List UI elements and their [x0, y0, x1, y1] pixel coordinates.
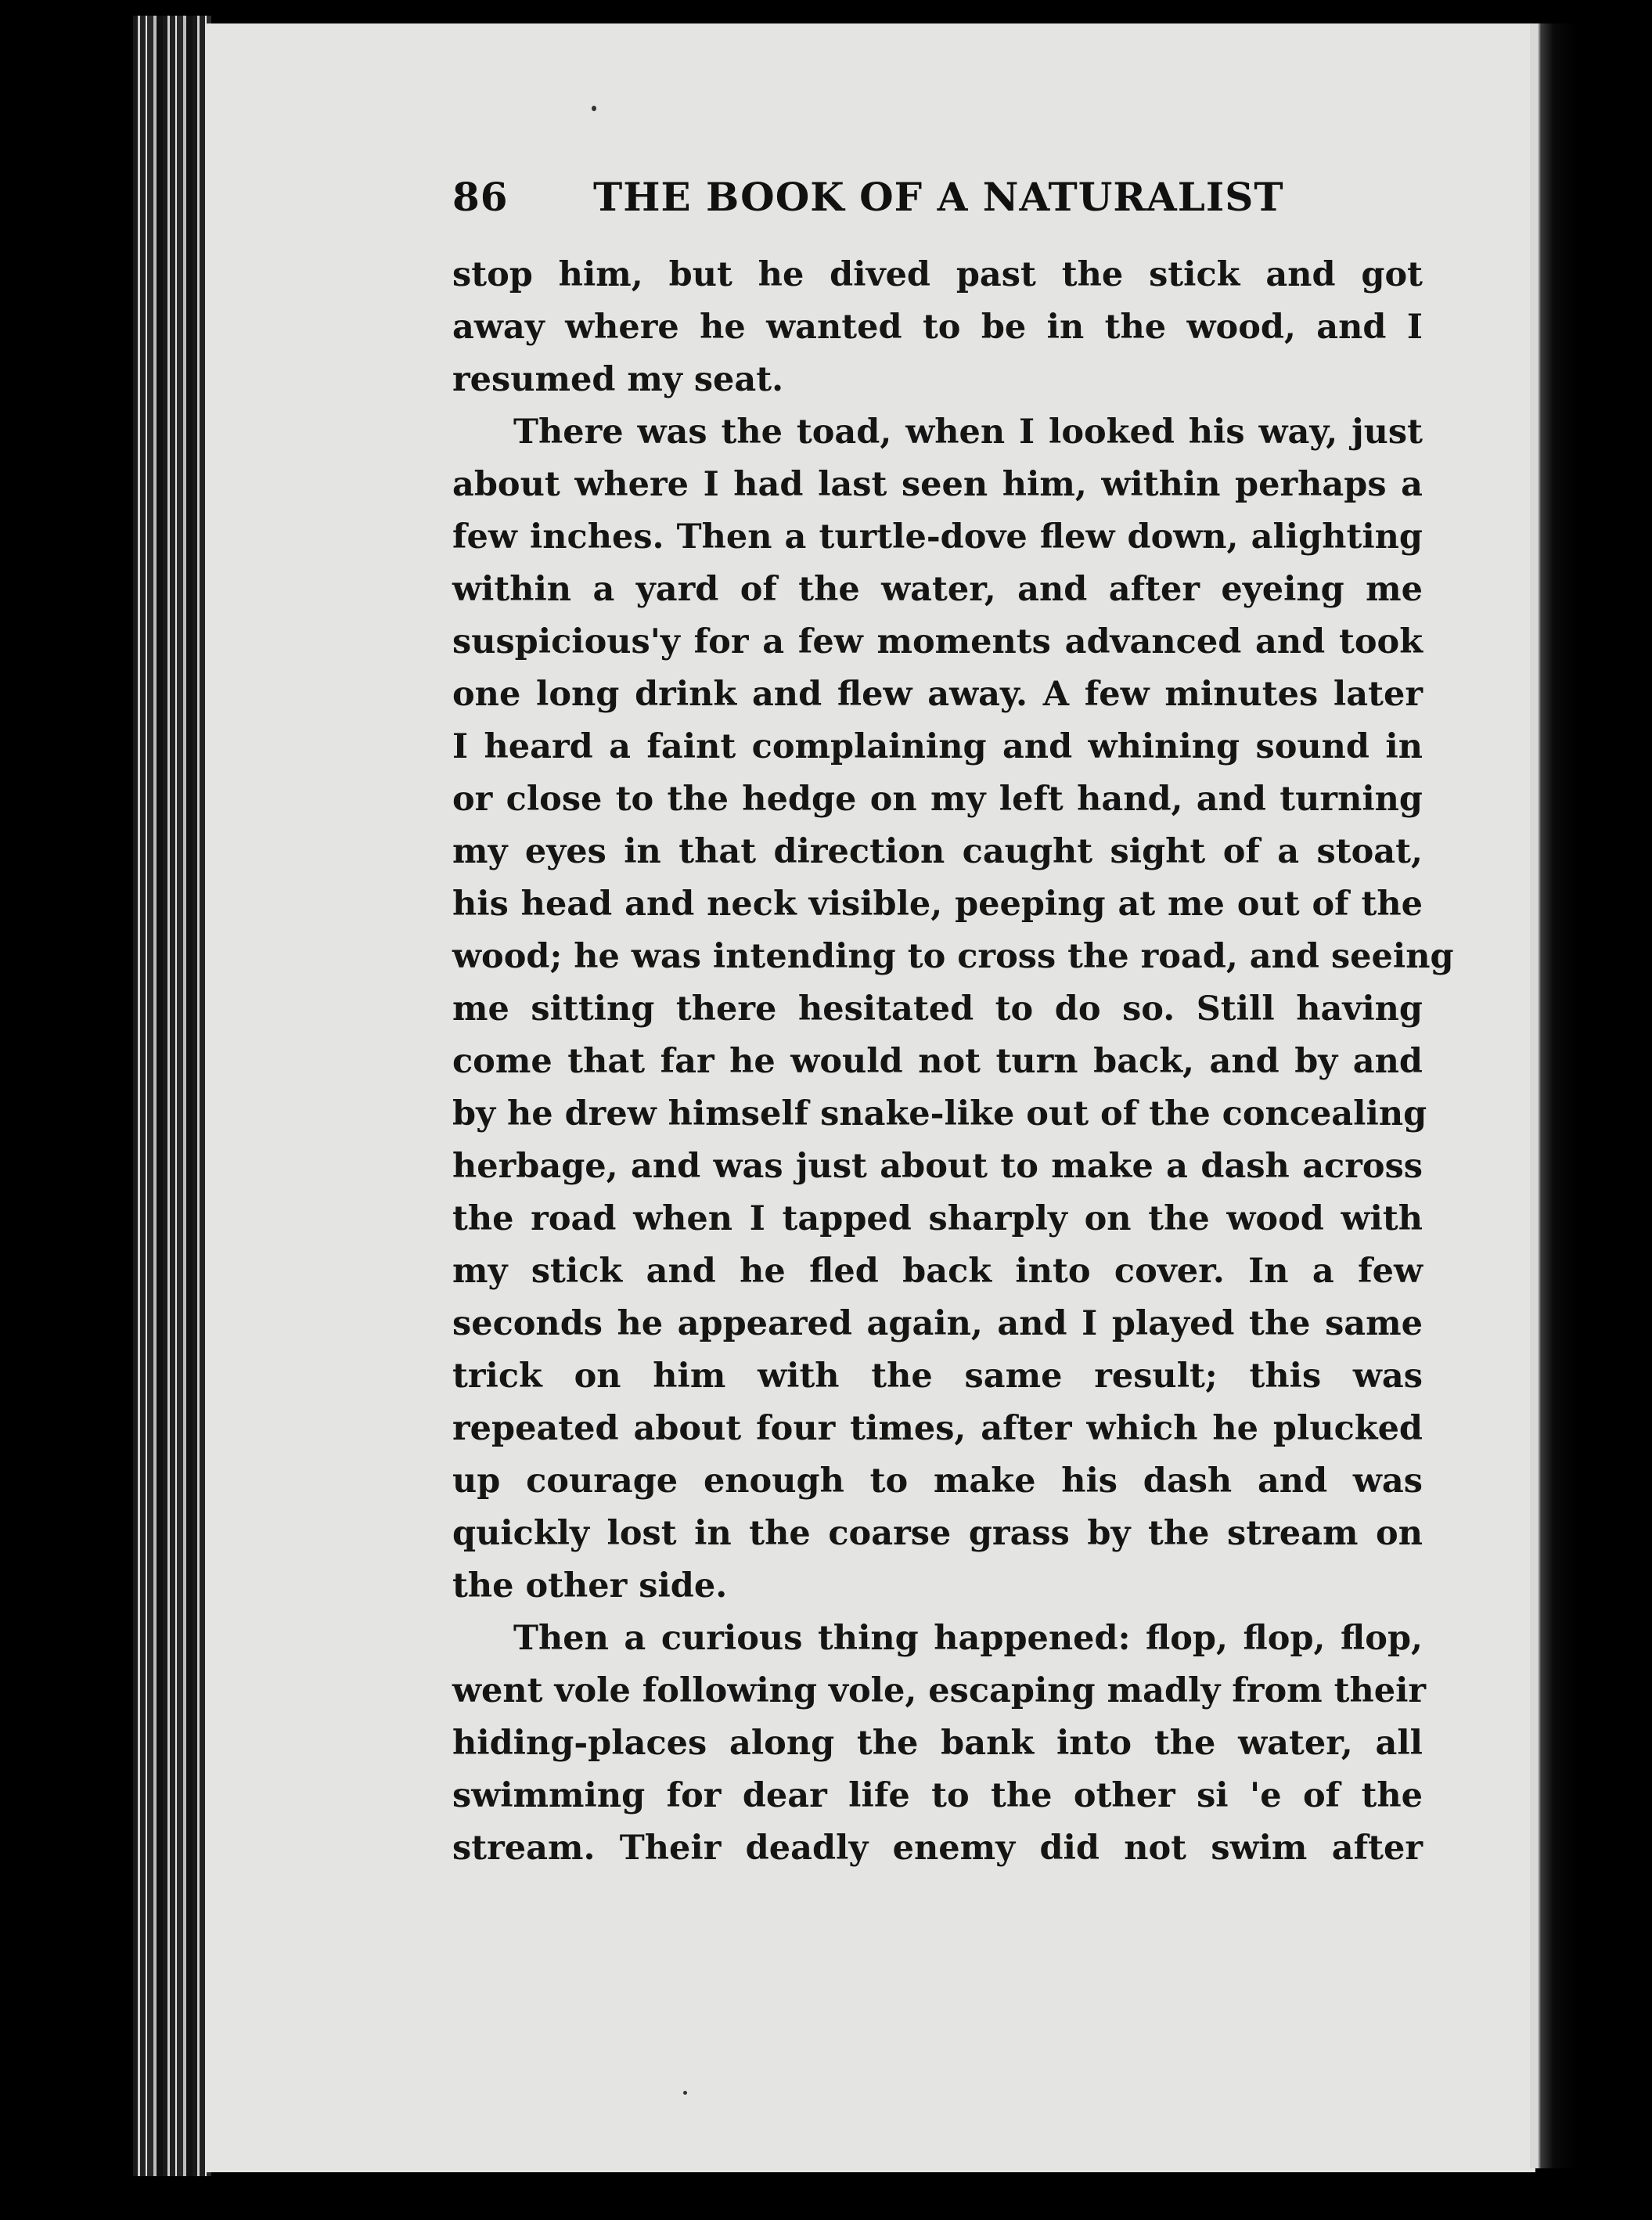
scan-speck [592, 106, 596, 111]
text-line: the other side. [452, 1566, 728, 1606]
book-binding-gutter [133, 16, 211, 2176]
text-line: up courage enough to make his dash and was [452, 1461, 1423, 1501]
running-header [452, 174, 1423, 229]
text-line: come that far he would not turn back, and by and [452, 1042, 1423, 1081]
text-line: my stick and he fled back into cover. In a few [452, 1252, 1423, 1291]
text-line: Then a curious thing happened: flop, flop, flop, [513, 1619, 1423, 1658]
text-line: resumed my seat. [452, 360, 784, 399]
page-right-edge [1530, 23, 1577, 2168]
text-line: quickly lost in the coarse grass by the stream on [452, 1514, 1423, 1553]
page-number: 86 [452, 174, 509, 220]
text-line: my eyes in that direction caught sight of a stoat, [452, 832, 1423, 871]
text-line: suspicious'y for a few moments advanced and took [452, 622, 1423, 661]
text-line: stream. Their deadly enemy did not swim after [452, 1829, 1423, 1868]
text-line: trick on him with the same result; this was [452, 1357, 1423, 1396]
text-line: away where he wanted to be in the wood, and I [452, 308, 1423, 347]
text-line: few inches. Then a turtle-dove flew down, alighting [452, 517, 1423, 557]
text-line: There was the toad, when I looked his way, just [513, 413, 1423, 452]
text-line: within a yard of the water, and after eyeing me [452, 570, 1423, 609]
text-line: swimming for dear life to the other si 'e of the [452, 1776, 1423, 1815]
text-line: I heard a faint complaining and whining sound in [452, 727, 1423, 766]
text-line: the road when I tapped sharply on the wood with [452, 1199, 1423, 1238]
text-line: or close to the hedge on my left hand, and turning [452, 780, 1423, 819]
text-line: repeated about four times, after which he plucked [452, 1409, 1423, 1448]
text-line: stop him, but he dived past the stick and got [452, 255, 1423, 294]
text-line: herbage, and was just about to make a dash across [452, 1147, 1423, 1186]
text-line: seconds he appeared again, and I played the same [452, 1304, 1423, 1343]
body-text [452, 249, 1454, 1875]
running-title: THE BOOK OF A NATURALIST [593, 174, 1284, 220]
text-line: hiding-places along the bank into the water, all [452, 1724, 1423, 1763]
text-line: me sitting there hesitated to do so. Still having [452, 989, 1423, 1029]
text-line: about where I had last seen him, within perhaps a [452, 465, 1423, 504]
scan-speck [683, 2091, 687, 2095]
text-line: wood; he was intending to cross the road, and seeing [452, 937, 1454, 976]
text-line: one long drink and flew away. A few minutes later [452, 675, 1423, 714]
text-line: by he drew himself snake-like out of the concealing [452, 1094, 1427, 1133]
text-line: went vole following vole, escaping madly from their [452, 1671, 1427, 1710]
text-line: his head and neck visible, peeping at me out of the [452, 885, 1423, 924]
